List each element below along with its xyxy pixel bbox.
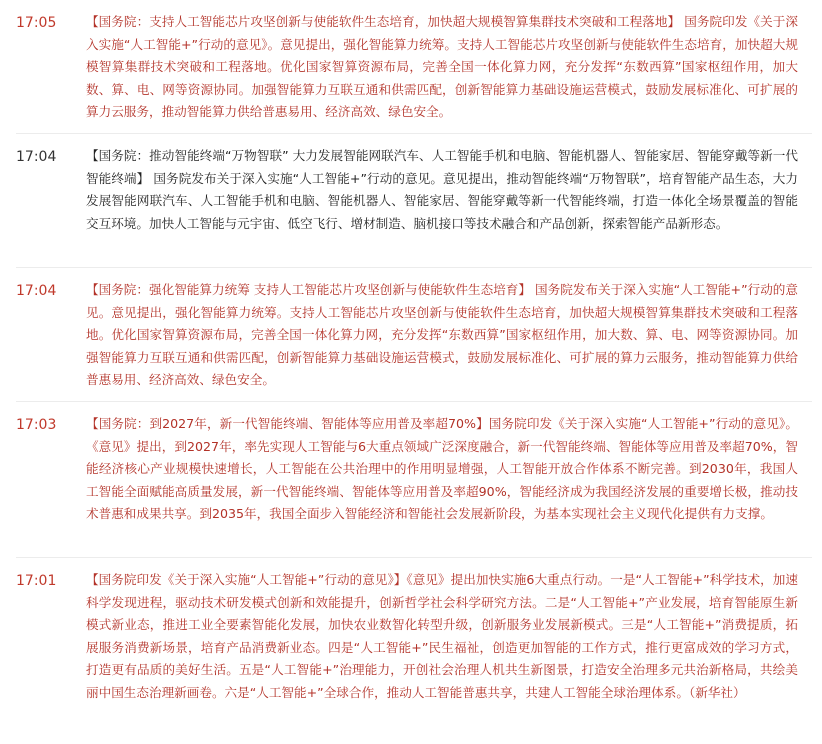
news-item[interactable] xyxy=(0,134,822,268)
news-time: 17:04 xyxy=(16,283,57,299)
news-time: 17:05 xyxy=(16,15,57,31)
news-text[interactable]: 【国务院：支持人工智能芯片攻坚创新与使能软件生态培育，加快超大规模智算集群技术突破和工程落地】 国务院印发《关于深入实施“人工智能+”行动的意见》。意见提出，强化智能算力统筹。支持人工智能芯片攻坚创新与使能软件生态培育，加快超大规模智算集群技术突破和工程落地。优化国家智算资源布局，完善全国一体化算力网，充分发挥“东数西算”国家枢纽作用，加大数、算、电、网等资源协同。加强智能算力互联互通和供需匹配，创新智能算力基础设施运营模式，鼓励发展标准化、可扩展的算力云服务，推动智能算力供给普惠易用、经济高效、绿色安全。 xyxy=(86,14,798,120)
news-time: 17:03 xyxy=(16,417,57,433)
news-item[interactable] xyxy=(0,0,822,134)
news-text[interactable]: 【国务院：推动智能终端“万物智联” 大力发展智能网联汽车、人工智能手机和电脑、智能机器人、智能家居、智能穿戴等新一代智能终端】 国务院发布关于深入实施“人工智能+”行动的意见。意见提出，推动智能终端“万物智联”，培育智能产品生态，大力发展智能网联汽车、人工智能手机和电脑、智能机器人、智能家居、智能穿戴等新一代智能终端，打造一体化全场景覆盖的智能交互环境。加快人工智能与元宇宙、低空飞行、增材制造、脑机接口等技术融合和产品创新，探索智能产品新形态。 xyxy=(86,148,798,231)
news-item[interactable] xyxy=(0,402,822,558)
news-item[interactable] xyxy=(0,268,822,402)
news-text[interactable]: 【国务院：强化智能算力统筹 支持人工智能芯片攻坚创新与使能软件生态培育】 国务院发布关于深入实施“人工智能+”行动的意见。意见提出，强化智能算力统筹。支持人工智能芯片攻坚创新与使能软件生态培育，加快超大规模智算集群技术突破和工程落地。优化国家智算资源布局，完善全国一体化算力网，充分发挥“东数西算”国家枢纽作用，加大数、算、电、网等资源协同。加强智能算力互联互通和供需匹配，创新智能算力基础设施运营模式，鼓励发展标准化、可扩展的算力云服务，推动智能算力供给普惠易用、经济高效、绿色安全。 xyxy=(86,282,798,388)
news-item[interactable] xyxy=(0,558,822,744)
news-text[interactable]: 【国务院印发《关于深入实施“人工智能+”行动的意见》】《意见》提出加快实施6大重点行动。一是“人工智能+”科学技术，加速科学发现进程，驱动技术研发模式创新和效能提升，创新哲学社会科学研究方法。二是“人工智能+”产业发展，培育智能原生新模式新业态，推进工业全要素智能化发展，加快农业数智化转型升级，创新服务业发展新模式。三是“人工智能+”消费提质，拓展服务消费新场景，培育产品消费新业态。四是“人工智能+”民生福祉，创造更加智能的工作方式，推行更富成效的学习方式，打造更有品质的美好生活。五是“人工智能+”治理能力，开创社会治理人机共生新图景，打造安全治理多元共治新格局，共绘美丽中国生态治理新画卷。六是“人工智能+”全球合作，推动人工智能普惠共享，共建人工智能全球治理体系。（新华社） xyxy=(86,572,798,700)
news-time: 17:01 xyxy=(16,573,57,589)
news-text[interactable]: 【国务院：到2027年，新一代智能终端、智能体等应用普及率超70%】国务院印发《关于深入实施“人工智能+”行动的意见》。《意见》提出，到2027年，率先实现人工智能与6大重点领域广泛深度融合，新一代智能终端、智能体等应用普及率超70%，智能经济核心产业规模快速增长，人工智能在公共治理中的作用明显增强，人工智能开放合作体系不断完善。到2030年，我国人工智能全面赋能高质量发展，新一代智能终端、智能体等应用普及率超90%，智能经济成为我国经济发展的重要增长极，推动技术普惠和成果共享。到2035年，我国全面步入智能经济和智能社会发展新阶段，为基本实现社会主义现代化提供有力支撑。 xyxy=(86,416,798,522)
news-time: 17:04 xyxy=(16,149,57,165)
